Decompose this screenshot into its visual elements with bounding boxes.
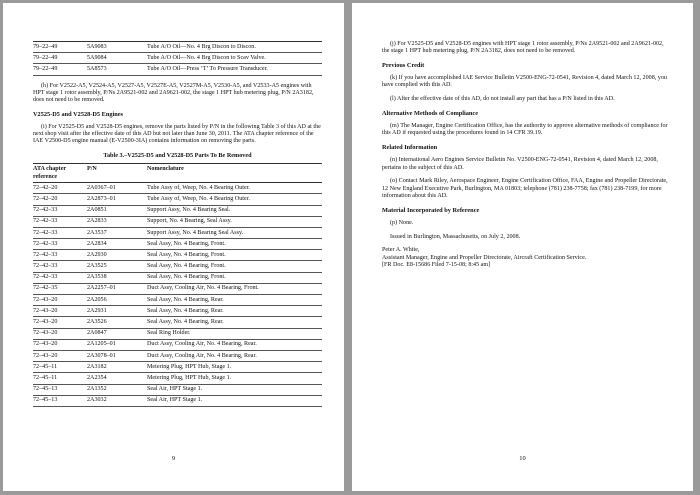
paragraph-h: (h) For V2522-A5, V2524-A5, V2527-A5, V2527E-A5, V2527M-A5, V2530-A5, and V2533-A5 engines with HPT stage 1 rotor assembly, P/Ns 2A9521-002 and 2A9621-002, the stage 1 HPT hub metering plug, P/N 2A3182, does not need to be removed.: [33, 82, 314, 103]
table-row: [33, 283, 322, 294]
pn-cell: 2A2834: [87, 239, 147, 250]
heading-previous-credit: Previous Credit: [382, 62, 425, 69]
nomenclature-cell: Seal Assy, No. 4 Bearing, Front.: [147, 250, 322, 261]
column-header-nomenclature: Nomenclature: [147, 164, 322, 183]
nomenclature-cell: Support Assy, No. 4 Bearing Seal Assy.: [147, 227, 322, 238]
ata-cell: 79–22–49: [33, 42, 87, 53]
heading-material-incorporated: Material Incorporated by Reference: [382, 206, 480, 214]
table-row: [33, 183, 322, 194]
paragraph-k: (k) If you have accomplished IAE Service Bulletin V2500-ENG-72-0541, Revision 4, dated March 12, 2008, you have complied with this AD.: [382, 75, 667, 89]
paragraph-l: (l) After the effective date of this AD, do not install any part that has a P/N listed in this AD.: [390, 96, 615, 103]
parts-table-continued: [33, 41, 322, 76]
table-row: [33, 339, 322, 350]
table-row: [33, 64, 322, 75]
ata-cell: 72–45–11: [33, 362, 87, 373]
nomenclature-cell: Tube Assy of, Weep, No. 4 Bearing Outer.: [147, 194, 322, 205]
nomenclature-cell: Tube A/O Oil—No. 4 Brg Discon to Scav Valve.: [147, 53, 322, 64]
pn-cell: 2A0847: [87, 328, 147, 339]
pn-cell: 5A9083: [87, 42, 147, 53]
heading-v2525-engines: V2525-D5 and V2528-D5 Engines: [33, 110, 123, 118]
ata-cell: 72–42–33: [33, 261, 87, 272]
nomenclature-cell: Seal Air, HPT Stage 1.: [147, 384, 322, 395]
table-row: [33, 362, 322, 373]
paragraph-m: (m) The Manager, Engine Certification Office, has the authority to approve alternative methods of compliance for this AD if requested using the procedures found in 14 CFR 39.19.: [382, 123, 668, 137]
pn-cell: 2A3182: [87, 362, 147, 373]
signer-title: Assistant Manager, Engine and Propeller Directorate, Aircraft Certification Service.: [382, 254, 587, 261]
ata-cell: 72–42–33: [33, 250, 87, 261]
pn-cell: 2A3526: [87, 317, 147, 328]
ata-cell: 72–43–20: [33, 317, 87, 328]
ata-cell: 72–43–20: [33, 328, 87, 339]
table-row: [33, 306, 322, 317]
column-header-ata: ATA chapter reference: [33, 164, 87, 183]
column-header-pn: P/N: [87, 164, 147, 183]
table-row: [33, 373, 322, 384]
ata-cell: 72–43–20: [33, 306, 87, 317]
ata-cell: 72–45–13: [33, 395, 87, 406]
pn-cell: 2A2056: [87, 295, 147, 306]
table-row: [33, 295, 322, 306]
page-10-content: [382, 41, 671, 269]
paragraph-p: (p) None.: [390, 219, 414, 226]
pn-cell: 2A3537: [87, 227, 147, 238]
table-row: [33, 395, 322, 406]
table-row: [33, 350, 322, 361]
pn-cell: 2A2931: [87, 306, 147, 317]
pn-cell: 2A2873–01: [87, 194, 147, 205]
ata-cell: 79–22–49: [33, 53, 87, 64]
pn-cell: 2A0851: [87, 205, 147, 216]
pn-cell: 5A8573: [87, 64, 147, 75]
pn-cell: 5A9084: [87, 53, 147, 64]
ata-cell: 72–42–20: [33, 194, 87, 205]
pn-cell: 2A1205–01: [87, 339, 147, 350]
page-9: [3, 3, 344, 491]
signer-name: Peter A. White,: [382, 247, 420, 254]
paragraph-o: (o) Contact Mark Riley, Aerospace Engineer, Engine Certification Office, FAA, Engine and Propeller Directorate, 12 New England Executive Park, Burlington, MA 01803; telephone (781) 238-7758; fax (781) 238-7199, for more information about this AD.: [382, 178, 668, 199]
page-10: [352, 3, 693, 491]
nomenclature-cell: Seal Air, HPT Stage 1.: [147, 395, 322, 406]
heading-amoc: Alternative Methods of Compliance: [382, 110, 479, 117]
table-3-caption: Table 3.–V2525-D5 and V2528-D5 Parts To Be Removed: [103, 152, 252, 160]
pn-cell: 2A2257–01: [87, 283, 147, 294]
pn-cell: 2A3078–01: [87, 350, 147, 361]
table-row: [33, 250, 322, 261]
nomenclature-cell: Seal Assy, No. 4 Bearing, Rear.: [147, 317, 322, 328]
ata-cell: 72–43–20: [33, 350, 87, 361]
table-3: [33, 163, 322, 407]
pn-cell: 2A0367–01: [87, 183, 147, 194]
nomenclature-cell: Duct Assy, Cooling Air, No. 4 Bearing, Front.: [147, 283, 322, 294]
table-row: [33, 272, 322, 283]
nomenclature-cell: Tube A/O Oil—No. 4 Brg Discon to Discon.: [147, 42, 322, 53]
table-row: [33, 42, 322, 53]
nomenclature-cell: Seal Assy, No. 4 Bearing, Rear.: [147, 295, 322, 306]
table-row: [33, 194, 322, 205]
table-row: [33, 384, 322, 395]
ata-cell: 72–42–33: [33, 216, 87, 227]
paragraph-j: (j) For V2525-D5 and V2528-D5 engines with HPT stage 1 rotor assembly, P/Ns 2A9521-002 and 2A9621-002, the stage 1 HPT hub metering plug, P/N 2A3182, does not need to be removed.: [382, 41, 664, 55]
nomenclature-cell: Seal Assy, No. 4 Bearing, Front.: [147, 261, 322, 272]
pn-cell: 2A2354: [87, 373, 147, 384]
ata-cell: 72–42–20: [33, 183, 87, 194]
pn-cell: 2A2930: [87, 250, 147, 261]
table-row: [33, 205, 322, 216]
ata-cell: 72–42–33: [33, 239, 87, 250]
nomenclature-cell: Tube A/O Oil—Press ‘T’ To Pressure Transducer.: [147, 64, 322, 75]
ata-cell: 72–43–20: [33, 339, 87, 350]
page-number: 10: [519, 455, 526, 462]
nomenclature-cell: Seal Assy, No. 4 Bearing, Rear.: [147, 306, 322, 317]
nomenclature-cell: Metering Plug, HPT Hub, Stage 1.: [147, 373, 322, 384]
pn-cell: 2A3538: [87, 272, 147, 283]
issued-statement: Issued in Burlington, Massachusetts, on July 2, 2008.: [390, 233, 521, 240]
ata-cell: 72–43–20: [33, 295, 87, 306]
ata-cell: 79–22–49: [33, 64, 87, 75]
pn-cell: 2A2833: [87, 216, 147, 227]
table-row: [33, 227, 322, 238]
pn-cell: 2A3032: [87, 395, 147, 406]
fr-doc-line: [FR Doc. E8-15686 Filed 7-15-08; 8:45 am]: [382, 261, 491, 268]
ata-cell: 72–42–33: [33, 272, 87, 283]
ata-cell: 72–45–11: [33, 373, 87, 384]
table-row: [33, 328, 322, 339]
nomenclature-cell: Support, No. 4 Bearing, Seal Assy.: [147, 216, 322, 227]
ata-cell: 72–42–35: [33, 283, 87, 294]
page-number: 9: [171, 455, 176, 462]
nomenclature-cell: Seal Assy, No. 4 Bearing, Front.: [147, 272, 322, 283]
ata-cell: 72–42–33: [33, 205, 87, 216]
table-row: [33, 216, 322, 227]
paragraph-n: (n) International Aero Engines Service Bulletin No. V2500-ENG-72-0541, Revision 4, dated March 12, 2008, pertains to the subject of this AD.: [382, 157, 658, 171]
nomenclature-cell: Tube Assy of, Weep, No. 4 Bearing Outer.: [147, 183, 322, 194]
nomenclature-cell: Duct Assy, Cooling Air, No. 4 Bearing, Rear.: [147, 339, 322, 350]
nomenclature-cell: Seal Assy, No. 4 Bearing, Front.: [147, 239, 322, 250]
ata-cell: 72–45–13: [33, 384, 87, 395]
nomenclature-cell: Seal Ring Holder.: [147, 328, 322, 339]
nomenclature-cell: Metering Plug, HPT Hub, Stage 1.: [147, 362, 322, 373]
pn-cell: 2A3525: [87, 261, 147, 272]
ata-cell: 72–42–33: [33, 227, 87, 238]
table-row: [33, 317, 322, 328]
paragraph-i: (i) For V2525-D5 and V2528-D5 engines, remove the parts listed by P/N in the following Table 3 of this AD at the next shop visit after the effective date of this AD but not later than June 30, 2011. The ATA chapter reference of the IAE V2500-D5 engine manual (E-V2500-3IA) contains information on removing the parts.: [33, 123, 321, 145]
table-row: [33, 53, 322, 64]
heading-related-information: Related Information: [382, 144, 438, 152]
nomenclature-cell: Duct Assy, Cooling Air, No. 4 Bearing, Rear.: [147, 350, 322, 361]
page-9-content: [33, 41, 322, 407]
table-row: [33, 239, 322, 250]
pn-cell: 2A1352: [87, 384, 147, 395]
nomenclature-cell: Support Assy, No. 4 Bearing Seal.: [147, 205, 322, 216]
table-row: [33, 261, 322, 272]
